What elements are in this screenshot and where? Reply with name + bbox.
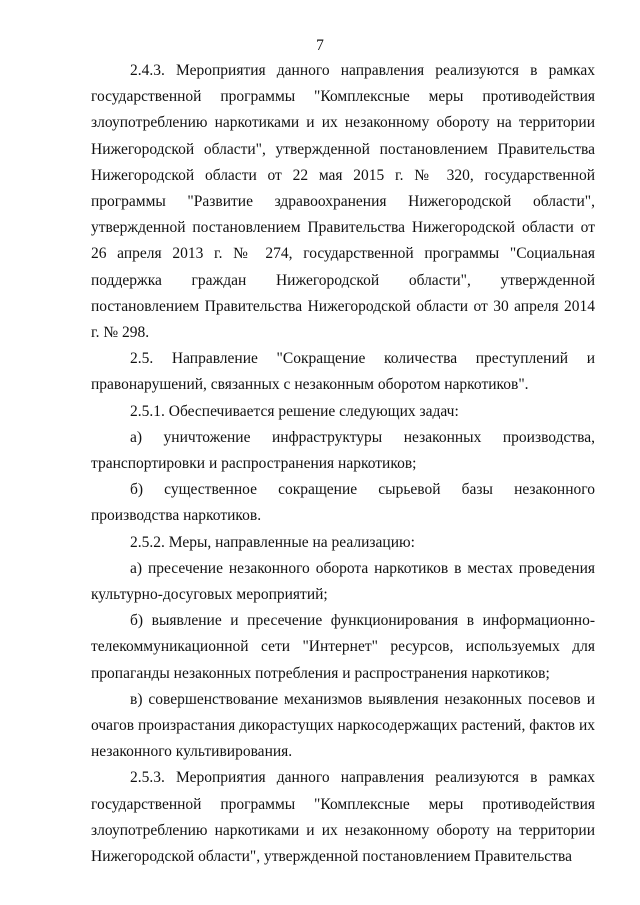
document-body	[91, 58, 595, 870]
paragraph-2-5-1: 2.5.1. Обеспечивается решение следующих задач:	[130, 402, 459, 420]
paragraph-2-5-2: 2.5.2. Меры, направленные на реализацию:	[130, 533, 415, 551]
paragraph-2-5-2-c: в) совершенствование механизмов выявления незаконных посевов и очагов произрастания дикорастущих наркосодержащих растений, фактов их незаконного культивирования.	[91, 690, 596, 761]
paragraph-2-5-1-a: а) уничтожение инфраструктуры незаконных производства, транспортировки и распространения наркотиков;	[91, 428, 595, 473]
paragraph-2-5-heading: 2.5. Направление "Сокращение количества преступлений и правонарушений, связанных с незаконным оборотом наркотиков".	[91, 350, 595, 394]
paragraph-2-5-3: 2.5.3. Мероприятия данного направления реализуются в рамках государственной программы "Комплексные меры противодействия злоупотреблению наркотиками и их незаконному обороту на территории Нижегородской области", утвержденной постановлением Правительства	[91, 769, 595, 866]
page-number: 7	[316, 37, 324, 54]
paragraph-2-4-3: 2.4.3. Мероприятия данного направления реализуются в рамках государственной программы "Комплексные меры противодействия злоупотреблению наркотиками и их незаконному обороту на территории Нижегородской области", утвержденной постановлением Правительства Нижегородской области от 22 мая 2015 г. № 320, государственной программы "Развитие здравоохранения Нижегородской области", утвержденной постановлением Правительства Нижегородской области от 26 апреля 2013 г. № 274, государственной программы "Социальная поддержка граждан Нижегородской области", утвержденной постановлением Правительства Нижегородской области от 30 апреля 2014 г. № 298.	[91, 62, 595, 342]
paragraph-2-5-2-a: а) пресечение незаконного оборота наркотиков в местах проведения культурно-досуговых мероприятий;	[91, 559, 595, 604]
paragraph-2-5-2-b: б) выявление и пресечение функционирования в информационно-телекоммуникационной сети "Интернет" ресурсов, используемых для пропаганды незаконных потребления и распространения наркотиков;	[91, 612, 595, 682]
paragraph-2-5-1-b: б) существенное сокращение сырьевой базы незаконного производства наркотиков.	[91, 481, 595, 525]
